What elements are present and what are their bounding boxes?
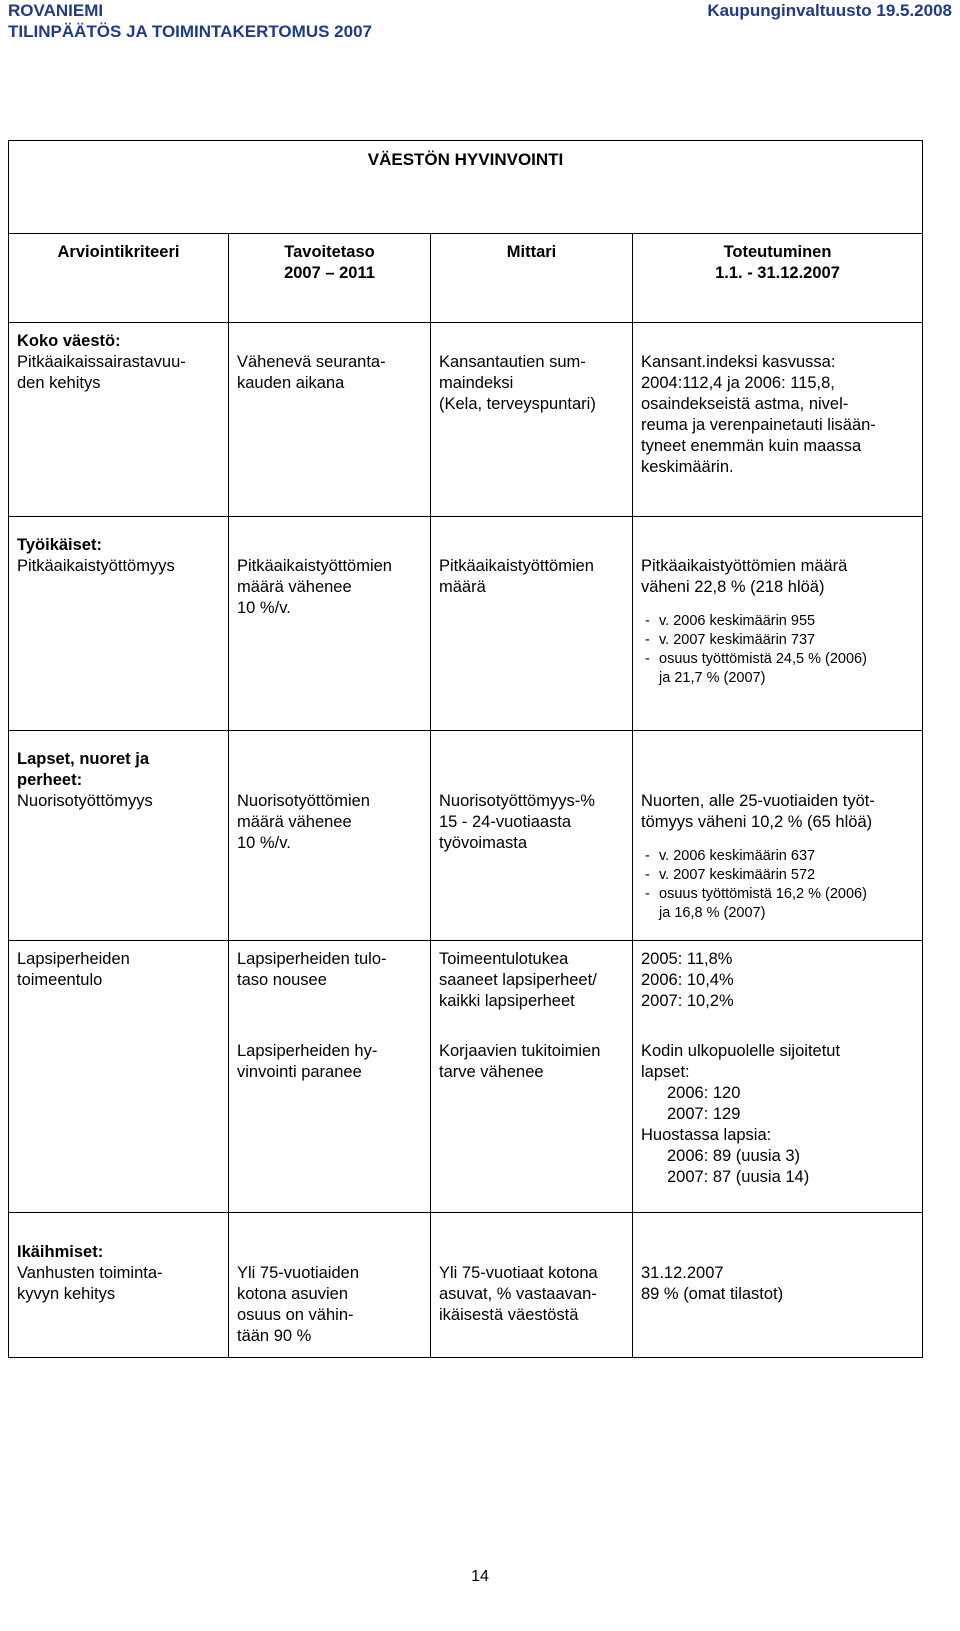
target-cell — [229, 731, 431, 941]
list-item: - osuus työttömistä 24,5 % (2006) — [641, 650, 914, 669]
result-cell — [633, 1213, 923, 1358]
result-text: lapset: — [641, 1063, 690, 1081]
result-text: tyneet enemmän kuin maassa — [641, 437, 862, 455]
meeting-label: Kaupunginvaltuusto 19.5.2008 — [707, 1, 952, 20]
col-header-target-l2: 2007 – 2011 — [284, 264, 375, 282]
result-list — [641, 612, 914, 669]
result-cell — [633, 517, 923, 731]
metric-cell — [431, 323, 633, 517]
group-label: Ikäihmiset: — [17, 1243, 104, 1261]
criteria-cell — [9, 1213, 229, 1358]
col-header-criteria: Arviointikriteeri — [9, 234, 229, 323]
document-header-right — [707, 0, 952, 21]
target-text: tään 90 % — [237, 1327, 312, 1345]
list-item: - v. 2007 keskimäärin 737 — [641, 631, 914, 650]
metric-text: Nuorisotyöttömyys-% — [439, 792, 595, 810]
metric-text: kaikki lapsiperheet — [439, 992, 575, 1010]
col-header-result — [633, 234, 923, 323]
result-text: 2007: 10,2% — [641, 992, 734, 1010]
result-text: Nuorten, alle 25-vuotiaiden työt- — [641, 792, 875, 810]
criteria-text: Pitkäaikaissairastavuu- — [17, 353, 186, 371]
list-item: - v. 2007 keskimäärin 572 — [641, 866, 914, 885]
wellbeing-table — [8, 140, 923, 1358]
result-text: 89 % (omat tilastot) — [641, 1285, 784, 1303]
column-header-row — [9, 234, 923, 323]
table-row — [9, 1213, 923, 1358]
target-text: taso nousee — [237, 971, 327, 989]
target-text: Pitkäaikaistyöttömien — [237, 557, 392, 575]
col-header-result-l1: Toteutuminen — [723, 243, 832, 261]
col-header-metric: Mittari — [431, 234, 633, 323]
group-label: Koko väestö: — [17, 332, 121, 350]
table-row — [9, 941, 923, 1213]
criteria-text: den kehitys — [17, 374, 101, 392]
metric-cell — [431, 941, 633, 1213]
result-cell — [633, 941, 923, 1213]
metric-text: asuvat, % vastaavan- — [439, 1285, 597, 1303]
page-number: 14 — [471, 1568, 489, 1585]
group-label: Lapset, nuoret ja — [17, 750, 150, 768]
metric-cell — [431, 731, 633, 941]
target-text: kauden aikana — [237, 374, 345, 392]
criteria-text: Pitkäaikaistyöttömyys — [17, 557, 175, 575]
table-row — [9, 731, 923, 941]
target-text: kotona asuvien — [237, 1285, 348, 1303]
result-text: väheni 22,8 % (218 hlöä) — [641, 578, 825, 596]
col-header-result-l2: 1.1. - 31.12.2007 — [715, 264, 840, 282]
target-cell — [229, 1213, 431, 1358]
result-cell — [633, 731, 923, 941]
target-text: Lapsiperheiden hy- — [237, 1042, 378, 1060]
metric-text: määrä — [439, 578, 486, 596]
list-item-continuation: ja 21,7 % (2007) — [659, 670, 766, 686]
metric-text: työvoimasta — [439, 834, 528, 852]
target-text: vinvointi paranee — [237, 1063, 362, 1081]
result-text: 2007: 129 — [667, 1105, 741, 1123]
result-text: 2004:112,4 ja 2006: 115,8, — [641, 374, 835, 392]
target-text: määrä vähenee — [237, 578, 352, 596]
list-item-continuation: ja 16,8 % (2007) — [659, 905, 766, 921]
metric-cell — [431, 1213, 633, 1358]
group-label: perheet: — [17, 771, 83, 789]
target-text: 10 %/v. — [237, 834, 291, 852]
result-cell — [633, 323, 923, 517]
col-header-target — [229, 234, 431, 323]
metric-text: 15 - 24-vuotiaasta — [439, 813, 572, 831]
list-item: - v. 2006 keskimäärin 637 — [641, 847, 914, 866]
metric-text: maindeksi — [439, 374, 514, 392]
result-text: tömyys väheni 10,2 % (65 hlöä) — [641, 813, 873, 831]
criteria-text: Vanhusten toiminta- — [17, 1264, 163, 1282]
criteria-text: kyvyn kehitys — [17, 1285, 116, 1303]
document-header-left — [8, 0, 372, 42]
target-text: määrä vähenee — [237, 813, 352, 831]
metric-text: Toimeentulotukea — [439, 950, 569, 968]
group-label: Työikäiset: — [17, 536, 102, 554]
target-text: Yli 75-vuotiaiden — [237, 1264, 359, 1282]
target-cell — [229, 517, 431, 731]
target-text: Nuorisotyöttömien — [237, 792, 370, 810]
result-text: reuma ja verenpainetauti lisään- — [641, 416, 876, 434]
target-cell — [229, 941, 431, 1213]
metric-text: saaneet lapsiperheet/ — [439, 971, 597, 989]
result-text: 2007: 87 (uusia 14) — [667, 1168, 810, 1186]
section-title-row — [9, 141, 923, 234]
criteria-cell — [9, 731, 229, 941]
metric-text: ikäisestä väestöstä — [439, 1306, 579, 1324]
target-cell — [229, 323, 431, 517]
result-list — [641, 847, 914, 904]
result-text: osaindekseistä astma, nivel- — [641, 395, 849, 413]
org-name: ROVANIEMI — [8, 1, 104, 20]
target-text: osuus on vähin- — [237, 1306, 354, 1324]
result-text: 2006: 10,4% — [641, 971, 734, 989]
result-text: 31.12.2007 — [641, 1264, 724, 1282]
result-text: 2006: 89 (uusia 3) — [667, 1147, 801, 1165]
criteria-cell — [9, 517, 229, 731]
result-text: Kansant.indeksi kasvussa: — [641, 353, 836, 371]
result-text: Kodin ulkopuolelle sijoitetut — [641, 1042, 841, 1060]
metric-text: Pitkäaikaistyöttömien — [439, 557, 594, 575]
criteria-text: Nuorisotyöttömyys — [17, 792, 153, 810]
criteria-cell — [9, 941, 229, 1213]
document-title: TILINPÄÄTÖS JA TOIMINTAKERTOMUS 2007 — [8, 22, 372, 41]
criteria-cell — [9, 323, 229, 517]
table-row — [9, 517, 923, 731]
table-row — [9, 323, 923, 517]
result-text: Pitkäaikaistyöttömien määrä — [641, 557, 848, 575]
metric-text: Korjaavien tukitoimien — [439, 1042, 601, 1060]
target-text: 10 %/v. — [237, 599, 291, 617]
metric-text: Yli 75-vuotiaat kotona — [439, 1264, 598, 1282]
list-item: - osuus työttömistä 16,2 % (2006) — [641, 885, 914, 904]
criteria-text: toimeentulo — [17, 971, 103, 989]
target-text: Lapsiperheiden tulo- — [237, 950, 387, 968]
result-text: 2005: 11,8% — [641, 950, 733, 968]
metric-cell — [431, 517, 633, 731]
metric-text: (Kela, terveyspuntari) — [439, 395, 596, 413]
metric-text: Kansantautien sum- — [439, 353, 586, 371]
result-text: keskimäärin. — [641, 458, 734, 476]
section-title: VÄESTÖN HYVINVOINTI — [9, 141, 923, 234]
col-header-target-l1: Tavoitetaso — [284, 243, 375, 261]
target-text: Vähenevä seuranta- — [237, 353, 386, 371]
result-text: 2006: 120 — [667, 1084, 741, 1102]
result-text: Huostassa lapsia: — [641, 1126, 772, 1144]
metric-text: tarve vähenee — [439, 1063, 544, 1081]
list-item: - v. 2006 keskimäärin 955 — [641, 612, 914, 631]
criteria-text: Lapsiperheiden — [17, 950, 130, 968]
